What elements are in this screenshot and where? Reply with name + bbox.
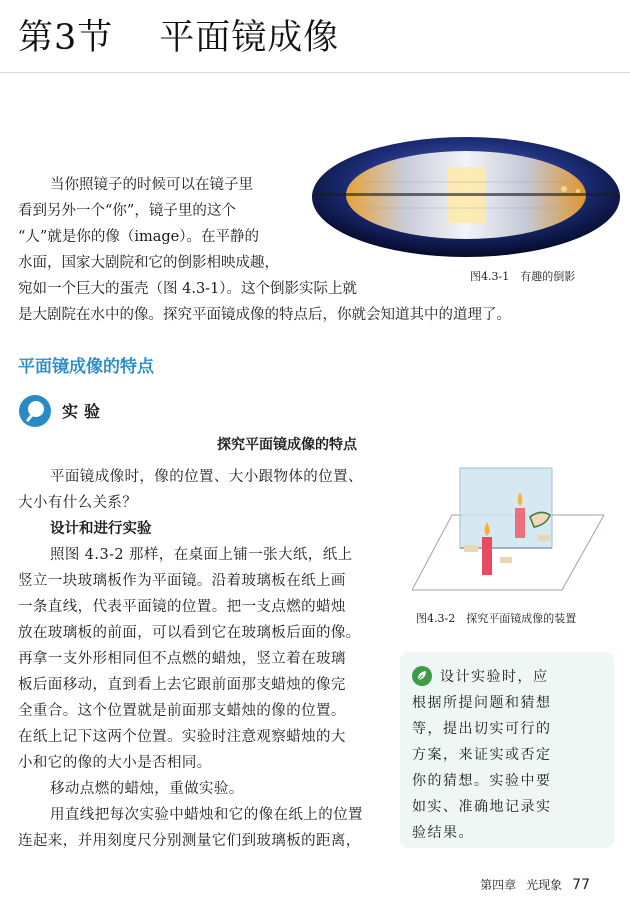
tip-line: 你的猜想。实验中要 bbox=[412, 773, 552, 789]
tip-line: 验结果。 bbox=[412, 825, 474, 841]
procedure-line: 全重合。这个位置就是前面那支蜡烛的像的位置。 bbox=[18, 703, 346, 719]
section-number: 第3节 bbox=[18, 18, 114, 58]
experiment-title: 探究平面镜成像的特点 bbox=[217, 437, 357, 453]
intro-line: 是大剧院在水中的像。探究平面镜成像的特点后，你就会知道其中的道理了。 bbox=[18, 307, 511, 323]
subsection-heading: 平面镜成像的特点 bbox=[18, 357, 154, 377]
tip-line: 如实、准确地记录实 bbox=[412, 799, 552, 815]
footer-chapter: 第四章 bbox=[480, 878, 517, 892]
question-line: 大小有什么关系？ bbox=[18, 495, 138, 511]
procedure-line: 照图 4.3-2 那样，在桌面上铺一张大纸，纸上 bbox=[50, 547, 353, 563]
title-divider bbox=[0, 72, 630, 73]
figure-4-3-2-caption: 图4.3-2 探究平面镜成像的装置 bbox=[416, 612, 577, 625]
tip-line: 设计实验时，应 bbox=[440, 669, 549, 685]
procedure-line: 在纸上记下这两个位置。实验时注意观察蜡烛的大 bbox=[18, 729, 346, 745]
experiment-label: 实验 bbox=[62, 402, 107, 421]
intro-line: 当你照镜子的时候可以在镜子里 bbox=[50, 177, 253, 193]
intro-line: 看到另外一个“你”，镜子里的这个 bbox=[18, 203, 236, 219]
procedure-line: 用直线把每次实验中蜡烛和它的像在纸上的位置 bbox=[50, 807, 363, 823]
procedure-line: 小和它的像的大小是否相同。 bbox=[18, 755, 212, 771]
footer-chapter-name: 光现象 bbox=[526, 878, 563, 892]
procedure-line: 移动点燃的蜡烛，重做实验。 bbox=[50, 781, 244, 797]
tip-line: 根据所提问题和猜想 bbox=[412, 695, 552, 711]
mirror-candle-apparatus-image bbox=[412, 465, 604, 595]
figure-4-3-1-caption: 图4.3-1 有趣的倒影 bbox=[470, 270, 576, 283]
intro-line: 水面，国家大剧院和它的倒影相映成趣， bbox=[18, 255, 279, 271]
procedure-line: 再拿一支外形相同但不点燃的蜡烛，竖立着在玻璃 bbox=[18, 651, 346, 667]
tip-line: 方案，来证实或否定 bbox=[412, 747, 552, 763]
question-line: 平面镜成像时，像的位置、大小跟物体的位置、 bbox=[50, 469, 363, 485]
section-title bbox=[18, 10, 339, 60]
grand-theatre-reflection-image bbox=[312, 137, 620, 257]
experiment-magnifier-icon bbox=[18, 394, 52, 428]
design-subheading: 设计和进行实验 bbox=[50, 521, 152, 537]
intro-line: 宛如一个巨大的蛋壳（图 4.3-1）。这个倒影实际上就 bbox=[18, 281, 358, 297]
page-footer bbox=[480, 876, 590, 893]
procedure-line: 一条直线，代表平面镜的位置。把一支点燃的蜡烛 bbox=[18, 599, 346, 615]
intro-line: “人”就是你的像（image）。在平静的 bbox=[18, 229, 259, 245]
procedure-line: 板后面移动，直到看上去它跟前面那支蜡烛的像完 bbox=[18, 677, 346, 693]
procedure-line: 放在玻璃板的前面，可以看到它在玻璃板后面的像。 bbox=[18, 625, 361, 641]
tip-line: 等，提出切实可行的 bbox=[412, 721, 552, 737]
page-number: 77 bbox=[572, 877, 590, 893]
leaf-tip-icon bbox=[412, 666, 432, 686]
section-name: 平面镜成像 bbox=[159, 18, 340, 58]
procedure-line: 连起来，并用刻度尺分别测量它们到玻璃板的距离， bbox=[18, 833, 361, 849]
procedure-line: 竖立一块玻璃板作为平面镜。沿着玻璃板在纸上画 bbox=[18, 573, 346, 589]
